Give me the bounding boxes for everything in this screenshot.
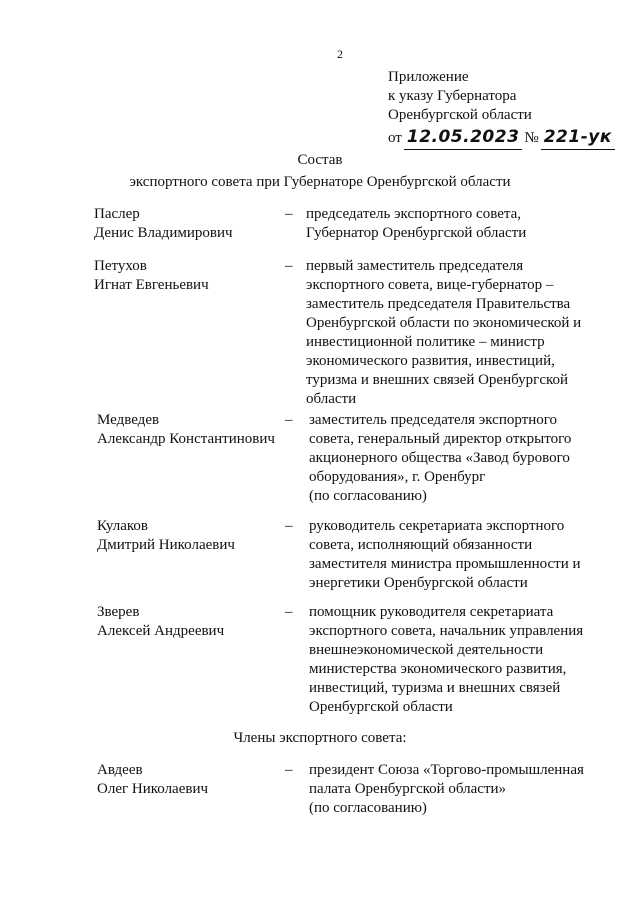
document-title [0, 151, 640, 192]
dash: – [285, 518, 293, 534]
role-line: экспортного совета, начальник управления [309, 623, 584, 639]
role-line: экспортного совета, вице-губернатор – [306, 277, 554, 293]
dash: – [285, 412, 293, 428]
dash: – [285, 206, 293, 222]
surname: Зверев [97, 604, 140, 620]
role-line: президент Союза «Торгово-промышленная [309, 762, 584, 778]
role-line: заместитель председателя экспортного [309, 412, 558, 428]
role-line: совета, исполняющий обязанности [309, 537, 533, 553]
number-prefix: № [524, 130, 539, 146]
member-role [309, 603, 583, 717]
dash: – [285, 762, 293, 778]
role-line: инвестиций, туризма и внешних связей [309, 680, 561, 696]
role-line: совета, генеральный директор открытого [309, 431, 572, 447]
decree-date-number-line [388, 125, 617, 149]
appendix-block [388, 68, 617, 149]
role-line: помощник руководителя секретариата [309, 604, 554, 620]
role-line: энергетики Оренбургской области [309, 575, 528, 591]
member-name [97, 603, 224, 641]
role-line: заместитель председателя Правительства [306, 296, 571, 312]
role-line: первый заместитель председателя [306, 258, 524, 274]
member-name [97, 761, 208, 799]
member-role [306, 257, 581, 409]
surname: Авдеев [97, 762, 143, 778]
date-prefix: от [388, 130, 402, 146]
title-line: Состав [297, 152, 343, 168]
role-line: председатель экспортного совета, [306, 206, 522, 222]
given-names: Олег Николаевич [97, 781, 209, 797]
role-line: (по согласованию) [309, 488, 427, 504]
decree-number: 221-ук [541, 125, 615, 150]
decree-date: 12.05.2023 [404, 125, 523, 150]
member-role [306, 205, 526, 243]
role-line: внешнеэкономической деятельности [309, 642, 544, 658]
member-role [309, 411, 571, 506]
role-line: акционерного общества «Завод бурового [309, 450, 570, 466]
appendix-line: Оренбургской области [388, 107, 532, 123]
role-line: (по согласованию) [309, 800, 427, 816]
role-line: области [306, 391, 357, 407]
role-line: туризма и внешних связей Оренбургской [306, 372, 569, 388]
role-line: руководитель секретариата экспортного [309, 518, 565, 534]
appendix-line: Приложение [388, 69, 469, 85]
member-name [97, 517, 235, 555]
role-line: палата Оренбургской области» [309, 781, 507, 797]
surname: Медведев [97, 412, 160, 428]
members-heading: Члены экспортного совета: [233, 730, 407, 746]
role-line: Губернатор Оренбургской области [306, 225, 527, 241]
title-line: экспортного совета при Губернаторе Оренбургской области [129, 174, 511, 190]
role-line: инвестиционной политике – министр [306, 334, 545, 350]
given-names: Александр Константинович [97, 431, 275, 447]
member-role [309, 761, 584, 818]
role-line: министерства экономического развития, [309, 661, 567, 677]
page-number: 2 [337, 47, 343, 61]
given-names: Игнат Евгеньевич [94, 277, 209, 293]
member-name [97, 411, 275, 449]
dash: – [285, 604, 293, 620]
role-line: экономического развития, инвестиций, [306, 353, 555, 369]
member-name [94, 257, 209, 295]
appendix-line: к указу Губернатора [388, 88, 517, 104]
member-role [309, 517, 581, 593]
given-names: Денис Владимирович [94, 225, 233, 241]
role-line: заместителя министра промышленности и [309, 556, 581, 572]
surname: Паслер [94, 206, 140, 222]
given-names: Алексей Андреевич [97, 623, 225, 639]
role-line: Оренбургской области по экономической и [306, 315, 582, 331]
role-line: оборудования», г. Оренбург [309, 469, 486, 485]
dash: – [285, 258, 293, 274]
given-names: Дмитрий Николаевич [97, 537, 235, 553]
role-line: Оренбургской области [309, 699, 453, 715]
surname: Кулаков [97, 518, 148, 534]
member-name [94, 205, 233, 243]
surname: Петухов [94, 258, 147, 274]
